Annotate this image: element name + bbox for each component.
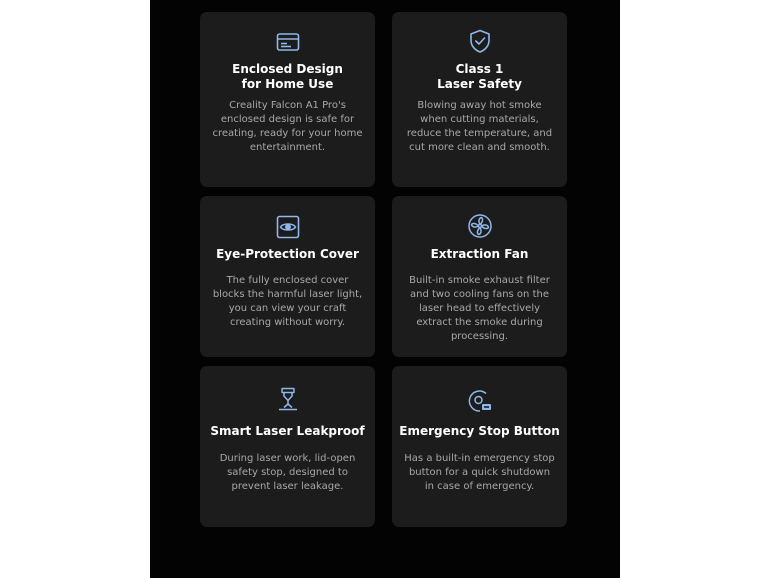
feature-card-laser-leakproof <box>200 366 375 527</box>
emergency-stop-icon <box>467 388 493 414</box>
feature-title: Eye-Protection Cover <box>216 247 359 261</box>
feature-title: Emergency Stop Button <box>399 424 560 438</box>
feature-card-eye-protection <box>200 196 375 357</box>
feature-title: Class 1 Laser Safety <box>437 62 522 91</box>
feature-title: Extraction Fan <box>430 247 529 261</box>
feature-description: Built-in smoke exhaust filter and two cooling fans on the laser head to effectively extract the smoke during processing. <box>409 275 550 342</box>
feature-title: Smart Laser Leakproof <box>210 424 365 438</box>
fan-icon <box>467 213 493 239</box>
card-icon <box>275 29 301 55</box>
feature-card-extraction-fan <box>392 196 567 357</box>
eye-icon <box>275 214 301 240</box>
shield-check-icon <box>467 28 493 54</box>
feature-description: Blowing away hot smoke when cutting materials, reduce the temperature, and cut more clean and smooth. <box>406 100 553 153</box>
feature-description: During laser work, lid-open safety stop, designed to prevent laser leakage. <box>219 453 356 492</box>
feature-card-enclosed-design <box>200 12 375 187</box>
feature-description: Has a built-in emergency stop button for a quick shutdown in case of emergency. <box>404 453 555 492</box>
laser-head-icon <box>275 386 301 412</box>
feature-card-laser-safety <box>392 12 567 187</box>
feature-panel <box>150 0 620 578</box>
feature-description: Creality Falcon A1 Pro's enclosed design is safe for creating, ready for your home entertainment. <box>212 100 363 153</box>
feature-description: The fully enclosed cover blocks the harmful laser light, you can view your craft creating without worry. <box>212 275 363 328</box>
feature-title: Enclosed Design for Home Use <box>232 62 343 91</box>
feature-card-emergency-stop <box>392 366 567 527</box>
